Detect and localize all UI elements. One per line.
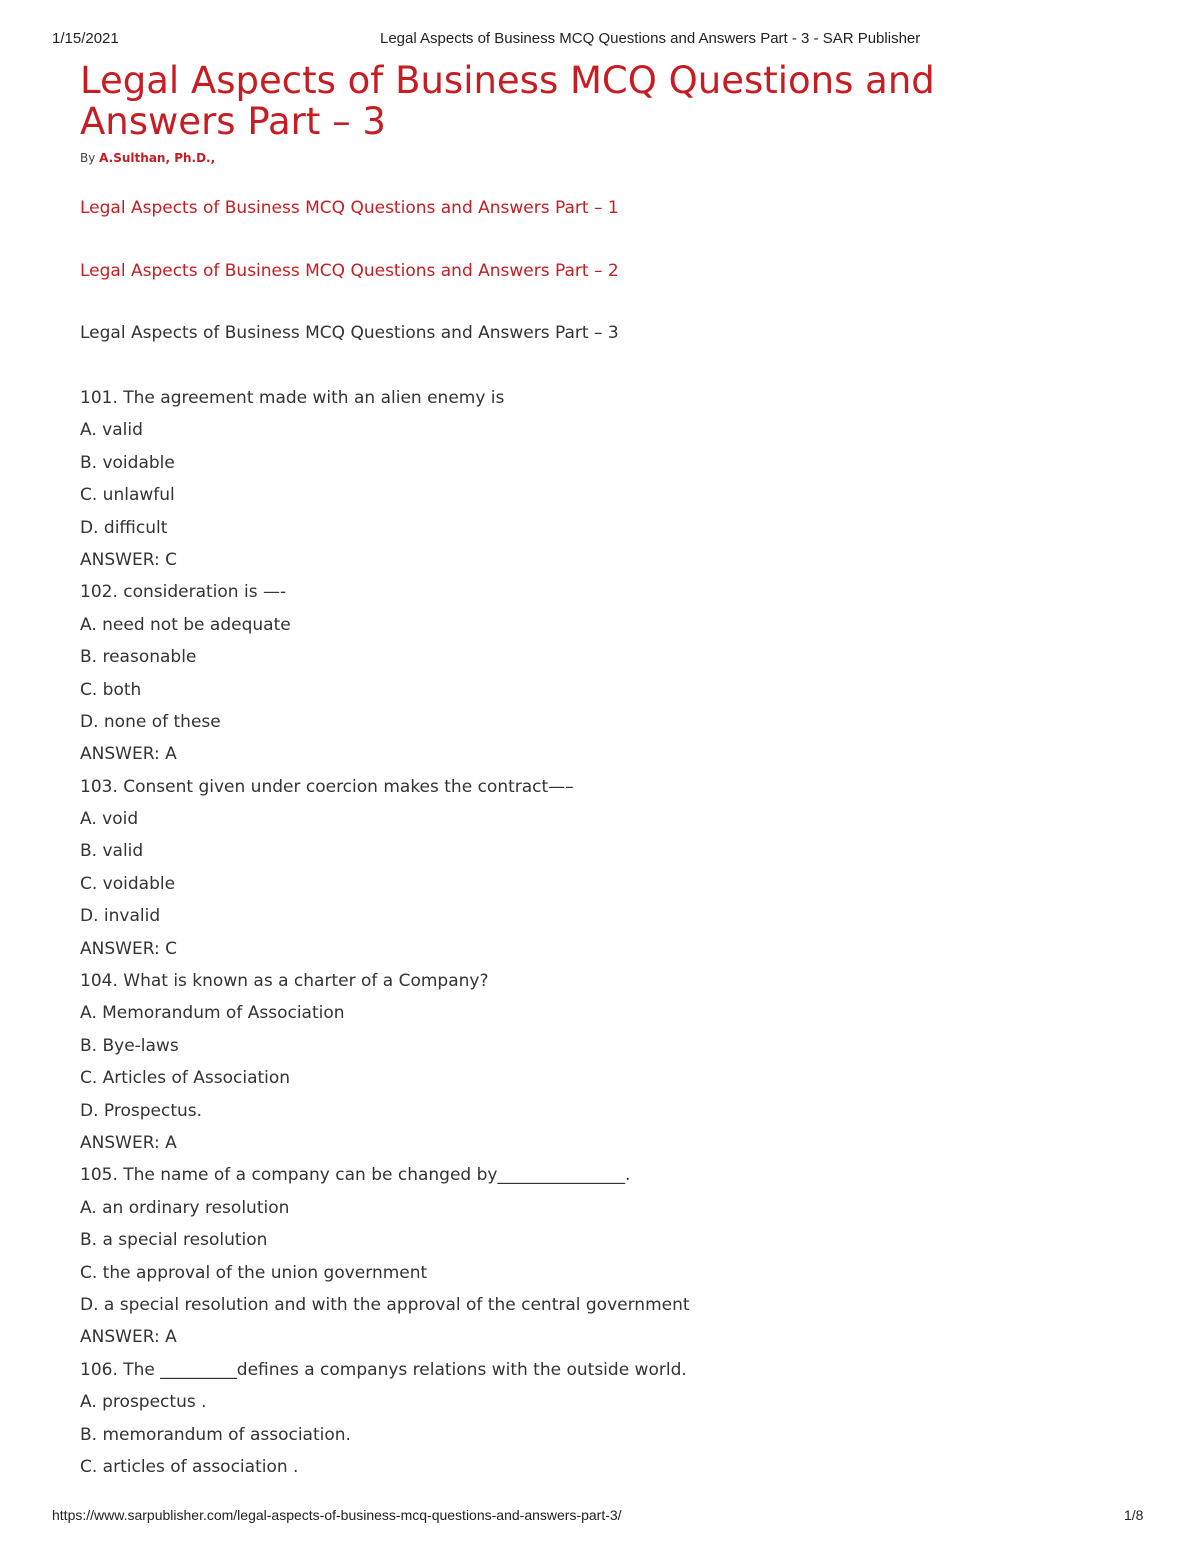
option: D. a special resolution and with the approval of the central government [80,1294,690,1315]
option: C. voidable [80,873,176,894]
answer: ANSWER: A [80,1132,177,1153]
option: B. reasonable [80,647,197,668]
option: A. Memorandum of Association [80,1003,345,1024]
option: C. Articles of Association [80,1068,291,1089]
option: B. voidable [80,452,175,473]
option: C. articles of association . [80,1456,299,1477]
option: B. memorandum of association. [80,1424,351,1445]
question: 103. Consent given under coercion makes the contract—– [80,776,574,797]
option: D. difficult [80,517,168,538]
qa-content [80,382,690,1483]
option: B. Bye-laws [80,1035,179,1056]
part-1-link[interactable]: Legal Aspects of Business MCQ Questions and Answers Part – 1 [80,198,619,218]
option: A. prospectus . [80,1392,207,1413]
question: 101. The agreement made with an alien enemy is [80,388,505,408]
question: 105. The name of a company can be changed by_______________. [80,1165,631,1186]
byline-prefix: By [80,151,96,165]
option: C. unlawful [80,485,175,506]
option: C. both [80,679,142,700]
answer: ANSWER: C [80,549,177,570]
question: 104. What is known as a charter of a Company? [80,971,489,992]
print-footer-url: https://www.sarpublisher.com/legal-aspects-of-business-mcq-questions-and-answers-part-3/ [52,1507,622,1523]
part-3-label: Legal Aspects of Business MCQ Questions and Answers Part – 3 [80,323,619,343]
article-title: Legal Aspects of Business MCQ Questions and Answers Part – 3 [80,59,935,143]
question: 106. The _________defines a companys relations with the outside world. [80,1359,687,1380]
option: D. Prospectus. [80,1100,203,1121]
answer: ANSWER: C [80,938,177,959]
option: B. a special resolution [80,1230,268,1251]
option: D. invalid [80,906,161,927]
print-header-title: Legal Aspects of Business MCQ Questions and Answers Part - 3 - SAR Publisher [380,30,921,47]
part-2-link[interactable]: Legal Aspects of Business MCQ Questions and Answers Part – 2 [80,261,619,281]
option: B. valid [80,841,144,862]
answer: ANSWER: A [80,744,177,765]
print-header-date: 1/15/2021 [52,30,119,47]
print-footer-page-number: 1/8 [1124,1507,1144,1523]
author-link[interactable]: A.Sulthan, Ph.D., [99,151,216,165]
answer: ANSWER: A [80,1327,177,1348]
option: D. none of these [80,711,221,732]
option: A. need not be adequate [80,614,291,635]
question: 102. consideration is —- [80,582,287,603]
option: A. valid [80,420,143,441]
option: A. an ordinary resolution [80,1197,290,1218]
option: C. the approval of the union government [80,1262,428,1283]
option: A. void [80,809,139,830]
byline [80,151,215,165]
